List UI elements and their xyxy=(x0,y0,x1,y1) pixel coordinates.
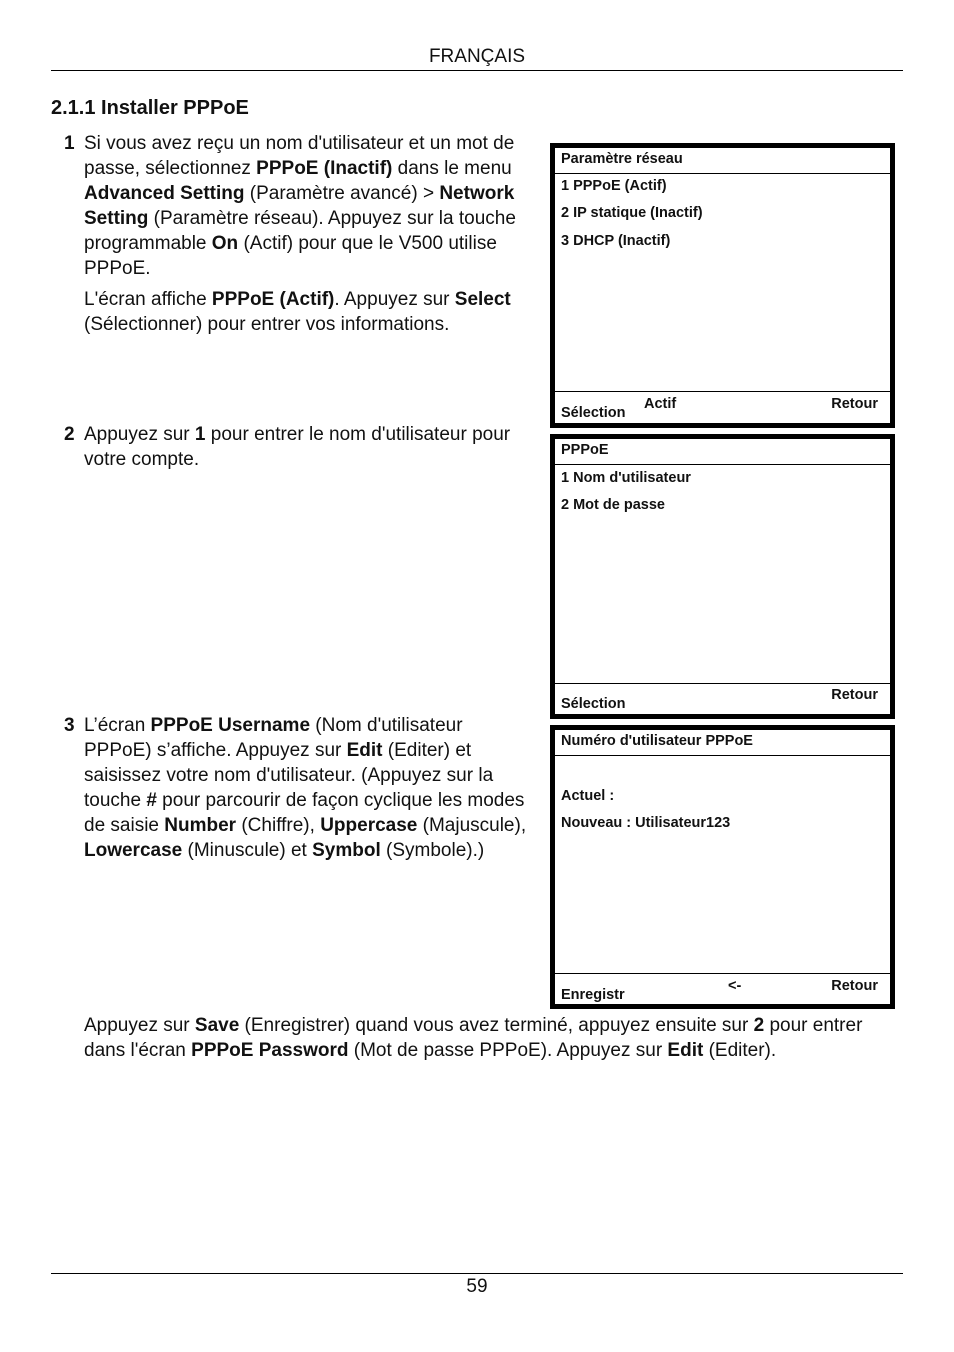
step-2 xyxy=(64,422,530,478)
step-number: 1 xyxy=(64,133,75,154)
softkey-select: Sélection xyxy=(561,405,626,421)
menu-item-pppoe: 1 PPPoE (Actif) xyxy=(561,178,667,194)
screen-title-divider xyxy=(555,755,890,756)
final-paragraph: Appuyez sur Save (Enregistrer) quand vous avez terminé, appuyez ensuite sur 2 pour entrer dans l'écran PPPoE Password (Mot de passe PPPoE). Appuyez sur Edit (Editer). xyxy=(84,1015,863,1061)
screen-footer-divider xyxy=(555,683,890,684)
softkey-select: Sélection xyxy=(561,696,626,712)
current-username-label: Actuel : xyxy=(561,788,615,804)
menu-item-password: 2 Mot de passe xyxy=(561,497,665,513)
step-3 xyxy=(64,713,530,869)
step-3-paragraph: L’écran PPPoE Username (Nom d'utilisateur PPPoE) s’affiche. Appuyez sur Edit (Editer) et saisissez votre nom d'utilisateur. (Appuyez sur la touche # pour parcourir de façon cyclique les modes de saisie Number (Chiffre), Uppercase (Majuscule), Lowercase (Minuscule) et Symbol (Symbole).) xyxy=(84,715,527,861)
phone-screen-network-settings xyxy=(550,143,895,428)
step-2-paragraph: Appuyez sur 1 pour entrer le nom d'utilisateur pour votre compte. xyxy=(84,424,511,470)
new-username-value: Nouveau : Utilisateur123 xyxy=(561,815,731,831)
softkey-save: Enregistr xyxy=(561,987,625,1003)
softkey-active: Actif xyxy=(644,396,677,412)
step-number: 2 xyxy=(64,424,75,445)
softkey-backspace: <- xyxy=(728,978,742,994)
step-1 xyxy=(64,131,530,343)
softkey-back: Retour xyxy=(831,396,878,412)
softkey-back: Retour xyxy=(831,687,878,703)
step-1-paragraph-1: Si vous avez reçu un nom d'utilisateur et un mot de passe, sélectionnez PPPoE (Inactif) dans le menu Advanced Setting (Paramètre avancé) > Network Setting (Paramètre réseau). Appuyez sur la touche programmable On (Actif) pour que le V500 utilise PPPoE. xyxy=(84,133,516,279)
section-title: 2.1.1 Installer PPPoE xyxy=(51,97,249,119)
screen-footer-divider xyxy=(555,391,890,392)
screen-title-divider xyxy=(555,464,890,465)
footer-rule xyxy=(51,1273,903,1274)
screen-title: PPPoE xyxy=(561,442,609,458)
screen-footer-divider xyxy=(555,973,890,974)
screen-title-divider xyxy=(555,173,890,174)
page-number: 59 xyxy=(466,1276,488,1297)
softkey-back: Retour xyxy=(831,978,878,994)
phone-screen-pppoe-username xyxy=(550,725,895,1009)
menu-item-static-ip: 2 IP statique (Inactif) xyxy=(561,205,703,221)
step-1-paragraph-2: L'écran affiche PPPoE (Actif). Appuyez sur Select (Sélectionner) pour entrer vos informations. xyxy=(84,289,511,335)
menu-item-dhcp: 3 DHCP (Inactif) xyxy=(561,233,671,249)
page-header-language: FRANÇAIS xyxy=(428,46,526,67)
menu-item-username: 1 Nom d'utilisateur xyxy=(561,470,691,486)
header-rule xyxy=(51,70,903,71)
step-number: 3 xyxy=(64,715,75,736)
phone-screen-pppoe xyxy=(550,434,895,719)
screen-title: Numéro d'utilisateur PPPoE xyxy=(561,733,753,749)
screen-title: Paramètre réseau xyxy=(561,151,683,167)
